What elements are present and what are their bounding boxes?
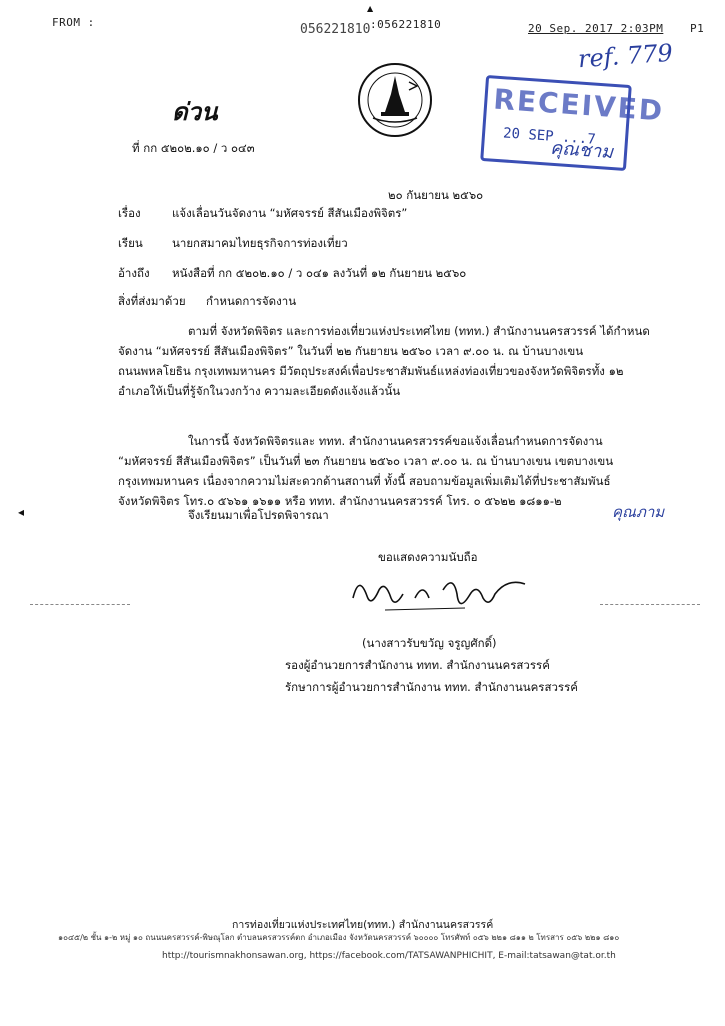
para2-line1: ในการนี้ จังหวัดพิจิตรและ ททท. สำนักงานนครสวรรค์ขอแจ้งเลื่อนกำหนดการจัดงาน [188,434,603,448]
fold-line-right [600,604,700,605]
fold-line-left [30,604,130,605]
signature [345,568,535,622]
ref-text: หนังสือที่ กก ๕๒๐๒.๑๐ / ว ๐๔๑ ลงวันที่ ๑๒ กันยายน ๒๕๖๐ [172,266,467,280]
enclosure-label: สิ่งที่ส่งมาด้วย [118,294,186,308]
footer-links: http://tourismnakhonsawan.org, https://facebook.com/TATSAWANPHICHIT, E-mail:tatsawan@tat.or.th [162,951,616,961]
para1-line3: ถนนพหลโยธิน กรุงเทพมหานคร มีวัตถุประสงค์เพื่อประชาสัมพันธ์แหล่งท่องเที่ยวของจังหวัดพิจิตรทั้ง ๑๒ [118,364,624,378]
handwritten-ref: ref. 779 [577,38,674,74]
fax-datetime: 20 Sep. 2017 2:03PM [528,22,664,35]
to-text: นายกสมาคมไทยธุรกิจการท่องเที่ยว [172,236,348,250]
para1-line1: ตามที่ จังหวัดพิจิตร และการท่องเที่ยวแห่งประเทศไทย (ททท.) สำนักงานนครสวรรค์ ได้กำหนด [188,324,650,338]
fax-page: P1 [690,22,705,35]
stamp-date: 20 SEP ...7 [502,125,597,148]
signer-title-2: รักษาการผู้อำนวยการสำนักงาน ททท. สำนักงานนครสวรรค์ [285,680,578,694]
stamp-handwritten: คุณชาม [549,137,614,164]
para1-line4: อำเภอให้เป็นที่รู้จักในวงกว้าง ความละเอียดดังแจ้งแล้วนั้น [118,384,401,398]
fax-phone-second: :056221810 [370,18,442,31]
subject-label: เรื่อง [118,206,141,220]
signer-title-1: รองผู้อำนวยการสำนักงาน ททท. สำนักงานนครสวรรค์ [285,658,550,672]
stamp-title: RECEIVED [492,82,666,128]
urgent-label: ด่วน [172,97,218,126]
para2-line4: จังหวัดพิจิตร โทร.๐ ๕๖๖๑ ๑๖๑๑ หรือ ททท. สำนักงานนครสวรรค์ โทร. ๐ ๕๖๒๒ ๑๘๑๑-๒ [118,494,562,508]
tat-emblem-icon [355,60,435,140]
document-number: ที่ กก ๕๒๐๒.๑๐ / ว ๐๔๓ [132,141,255,155]
subject-text: แจ้งเลื่อนวันจัดงาน “มหัศจรรย์ สีสันเมืองพิจิตร” [172,206,408,220]
received-stamp [480,75,666,171]
para1-line2: จัดงาน “มหัศจรรย์ สีสันเมืองพิจิตร” ในวันที่ ๒๒ กันยายน ๒๕๖๐ เวลา ๙.๐๐ น. ณ บ้านบางเขน [118,344,584,358]
arrow-up-icon: ▲ [367,4,374,13]
signature-icon [345,568,535,618]
footer-address: ๑๐๔๕/๒ ชั้น ๑-๒ หมู่ ๑๐ ถนนนครสวรรค์-พิษณุโลก ตำบลนครสวรรค์ตก อำเภอเมือง จังหวัดนครสวรรค์ ๖๐๐๐๐ โทรศัพท์ ๐๕๖ ๒๒๑ ๘๑๑ ๒ โทรสาร ๐๕๖ ๒๒๑ ๘๑๐ [58,933,620,942]
fax-from-label: FROM : [52,16,95,29]
enclosure-text: กำหนดการจัดงาน [206,294,297,308]
para2-line3: กรุงเทพมหานคร เนื่องจากความไม่สะดวกด้านสถานที่ ทั้งนี้ สอบถามข้อมูลเพิ่มเติมได้ที่ประชาสัมพันธ์ [118,474,611,488]
ref-label: อ้างถึง [118,266,150,280]
margin-mark: ◂ [18,505,25,519]
footer-org: การท่องเที่ยวแห่งประเทศไทย(ททท.) สำนักงานนครสวรรค์ [232,919,494,931]
closing-request: จึงเรียนมาเพื่อโปรดพิจารณา [188,508,329,522]
handwritten-note: คุณภาม [612,503,665,521]
signer-name: (นางสาวรับขวัญ จรูญศักดิ์) [362,636,497,650]
tat-logo [355,60,435,144]
para2-line2: “มหัศจรรย์ สีสันเมืองพิจิตร” เป็นวันที่ ๒๓ กันยายน ๒๕๖๐ เวลา ๙.๐๐ น. ณ บ้านบางเขน เขตบางเขน [118,454,614,468]
document-date: ๒๐ กันยายน ๒๕๖๐ [388,188,484,202]
regards: ขอแสดงความนับถือ [378,550,478,564]
to-label: เรียน [118,236,143,250]
fax-phone-printed: 056221810 [300,22,371,37]
